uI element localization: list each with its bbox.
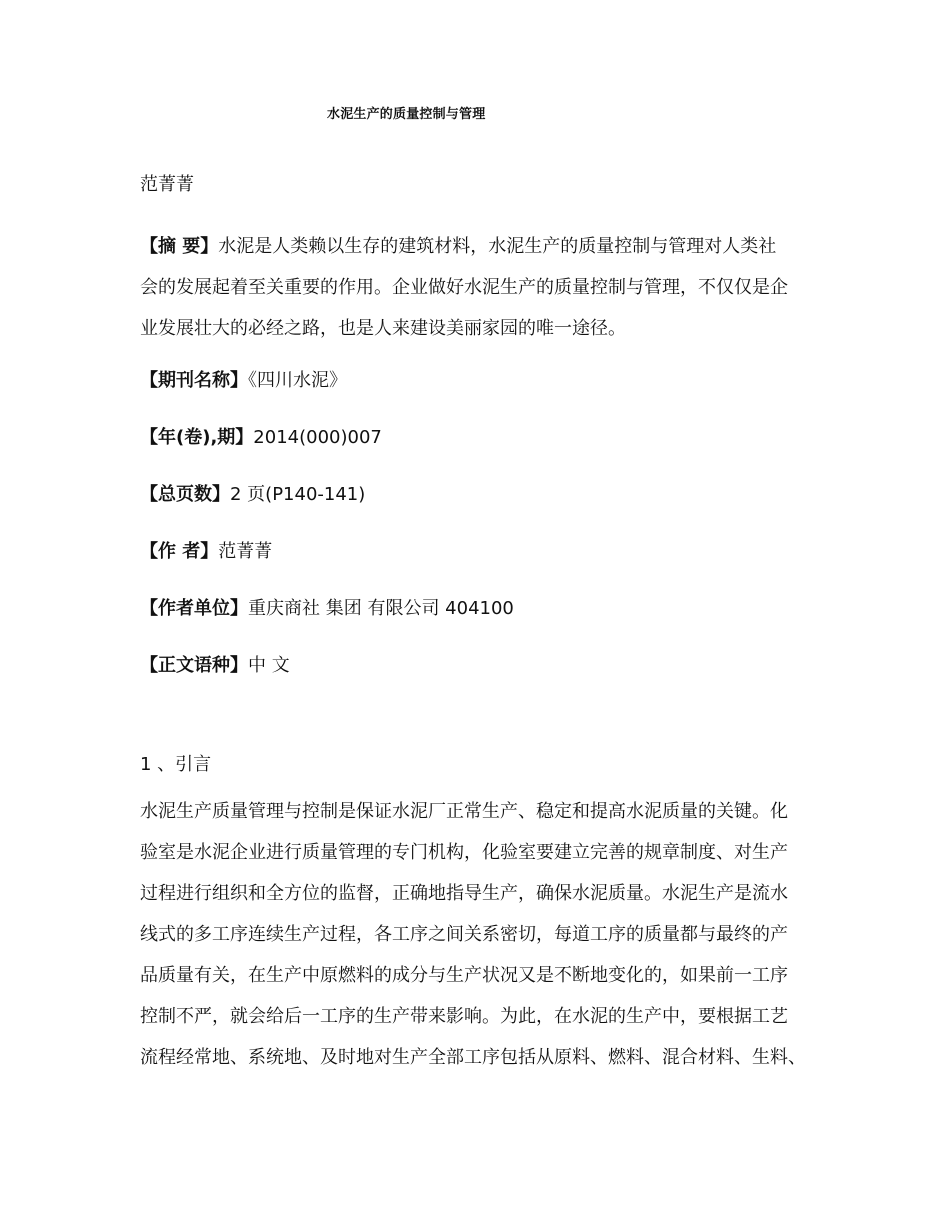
abstract-block [140, 226, 820, 349]
section-body [140, 791, 830, 1078]
meta-label: 【正文语种】 [140, 655, 248, 676]
meta-journal [140, 366, 347, 392]
meta-value: 2 页(P140-141) [230, 484, 366, 505]
body-line: 控制不严，就会给后一工序的生产带来影响。为此，在水泥的生产中，要根据工艺 [140, 1006, 788, 1027]
meta-affiliation [140, 594, 514, 620]
section-heading: 1 、引言 [140, 754, 212, 775]
author-name: 范菁菁 [140, 174, 194, 195]
meta-value: 中 文 [248, 655, 290, 676]
meta-label: 【作者单位】 [140, 598, 248, 619]
body-line: 验室是水泥企业进行质量管理的专门机构，化验室要建立完善的规章制度、对生产 [140, 842, 788, 863]
body-line: 水泥生产质量管理与控制是保证水泥厂正常生产、稳定和提高水泥质量的关键。化 [140, 801, 788, 822]
meta-page-count [140, 480, 365, 506]
meta-label: 【期刊名称】 [140, 370, 248, 391]
meta-value: 2014(000)007 [253, 427, 382, 448]
body-line: 线式的多工序连续生产过程，各工序之间关系密切，每道工序的质量都与最终的产 [140, 924, 788, 945]
meta-value: 重庆商社 集团 有限公司 404100 [248, 598, 514, 619]
meta-label: 【年(卷),期】 [140, 427, 254, 448]
abstract-line [140, 226, 820, 267]
body-line: 过程进行组织和全方位的监督，正确地指导生产，确保水泥质量。水泥生产是流水 [140, 883, 788, 904]
abstract-text: 水泥是人类赖以生存的建筑材料，水泥生产的质量控制与管理对人类社 [218, 236, 777, 257]
meta-value: 范菁菁 [218, 541, 273, 562]
body-line: 流程经常地、系统地、及时地对生产全部工序包括从原料、燃料、混合材料、生料、 [140, 1047, 806, 1068]
meta-language [140, 651, 290, 677]
meta-author [140, 537, 272, 563]
meta-value: 《四川水泥》 [248, 370, 347, 391]
meta-label: 【总页数】 [140, 484, 230, 505]
abstract-line: 会的发展起着至关重要的作用。企业做好水泥生产的质量控制与管理，不仅仅是企 [140, 277, 788, 298]
document-title: 水泥生产的质量控制与管理 [327, 107, 486, 122]
body-line: 品质量有关，在生产中原燃料的成分与生产状况又是不断地变化的，如果前一工序 [140, 965, 788, 986]
abstract-label: 【摘 要】 [140, 236, 219, 257]
meta-year-volume-issue [140, 423, 382, 449]
abstract-line: 业发展壮大的必经之路，也是人来建设美丽家园的唯一途径。 [140, 318, 626, 339]
meta-label: 【作 者】 [140, 541, 219, 562]
